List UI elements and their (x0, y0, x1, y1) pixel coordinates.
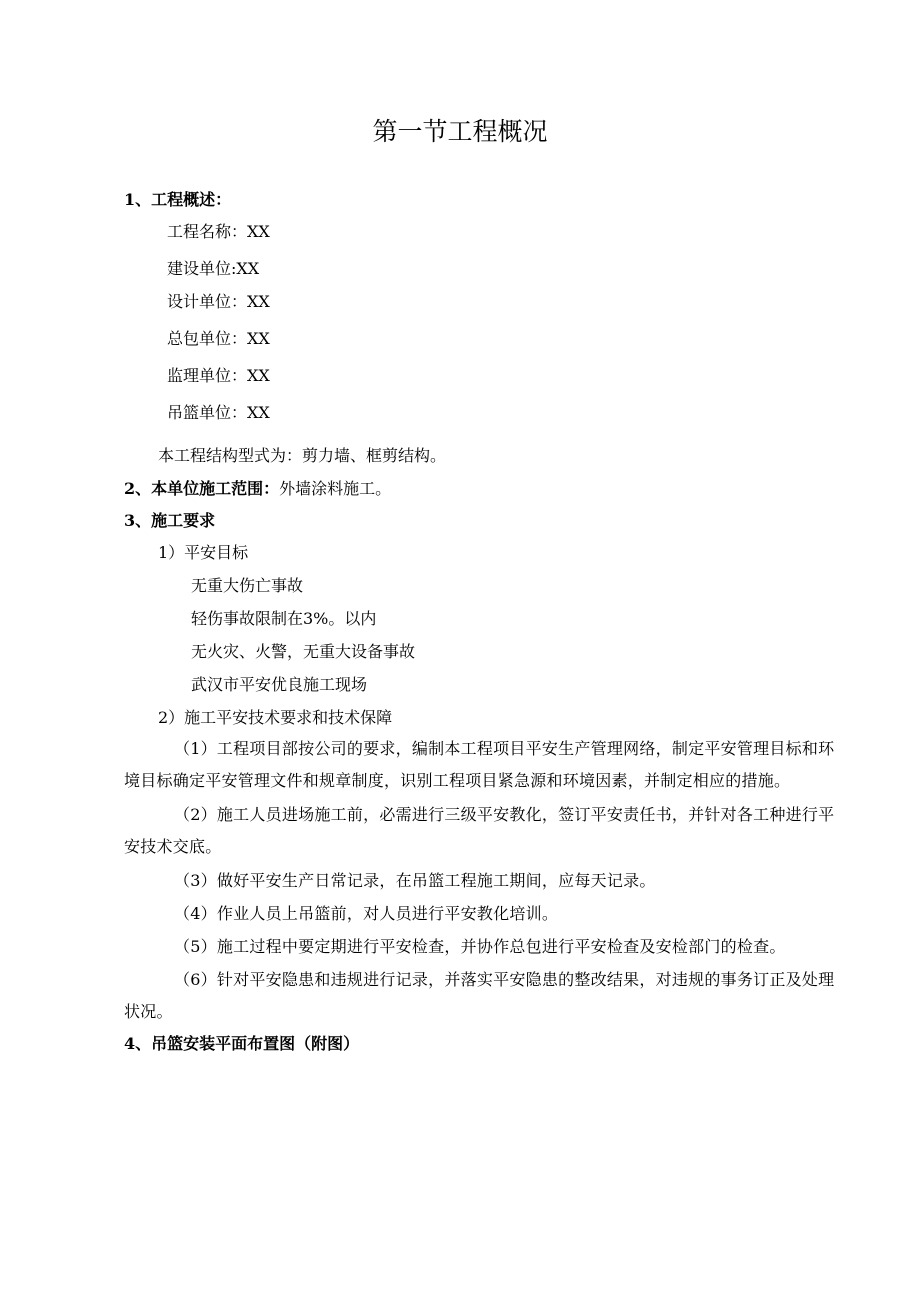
section-3-heading: 3、施工要求 (124, 511, 216, 530)
subsection-safety-goals-heading: 1）平安目标 (158, 543, 249, 562)
safety-goal-item: 武汉市平安优良施工现场 (191, 675, 368, 694)
section-2-text: 外墙涂料施工。 (279, 479, 392, 498)
page-title: 第一节工程概况 (372, 117, 548, 146)
requirement-paragraph-2: （2）施工人员进场施工前，必需进行三级平安教化，签订平安责任书，并针对各工种进行平安技术交底。 (124, 805, 835, 856)
field-construction-unit: 建设单位:XX (167, 259, 260, 278)
field-gondola-unit: 吊篮单位：XX (167, 403, 270, 422)
requirement-paragraph-6: （6）针对平安隐患和违规进行记录，并落实平安隐患的整改结果，对违规的事务订正及处理状况。 (124, 970, 835, 1021)
requirement-paragraph-3: （3）做好平安生产日常记录，在吊篮工程施工期间，应每天记录。 (174, 871, 656, 890)
section-2-line (124, 477, 391, 501)
section-4-heading: 4、吊篮安装平面布置图（附图） (124, 1034, 360, 1053)
safety-goal-item: 无重大伤亡事故 (191, 576, 304, 595)
field-general-contractor: 总包单位：XX (167, 329, 270, 348)
field-project-name: 工程名称：XX (167, 222, 270, 241)
subsection-technical-requirements-heading: 2）施工平安技术要求和技术保障 (158, 708, 393, 727)
section-2-heading: 2、本单位施工范围： (124, 479, 280, 498)
section-1-heading: 1、工程概述： (124, 190, 232, 209)
structure-note: 本工程结构型式为：剪力墙、框剪结构。 (158, 446, 447, 465)
requirement-paragraph-5: （5）施工过程中要定期进行平安检查，并协作总包进行平安检查及安检部门的检查。 (174, 937, 786, 956)
field-design-unit: 设计单位：XX (167, 292, 270, 311)
requirement-paragraph-4: （4）作业人员上吊篮前，对人员进行平安教化培训。 (174, 904, 559, 923)
field-supervision-unit: 监理单位：XX (167, 366, 270, 385)
safety-goal-item: 无火灾、火警，无重大设备事故 (191, 642, 416, 661)
safety-goal-item: 轻伤事故限制在3%。以内 (191, 609, 377, 628)
requirement-paragraph-1: （1）工程项目部按公司的要求，编制本工程项目平安生产管理网络，制定平安管理目标和环境目标确定平安管理文件和规章制度，识别工程项目紧急源和环境因素，并制定相应的措施。 (124, 739, 835, 790)
